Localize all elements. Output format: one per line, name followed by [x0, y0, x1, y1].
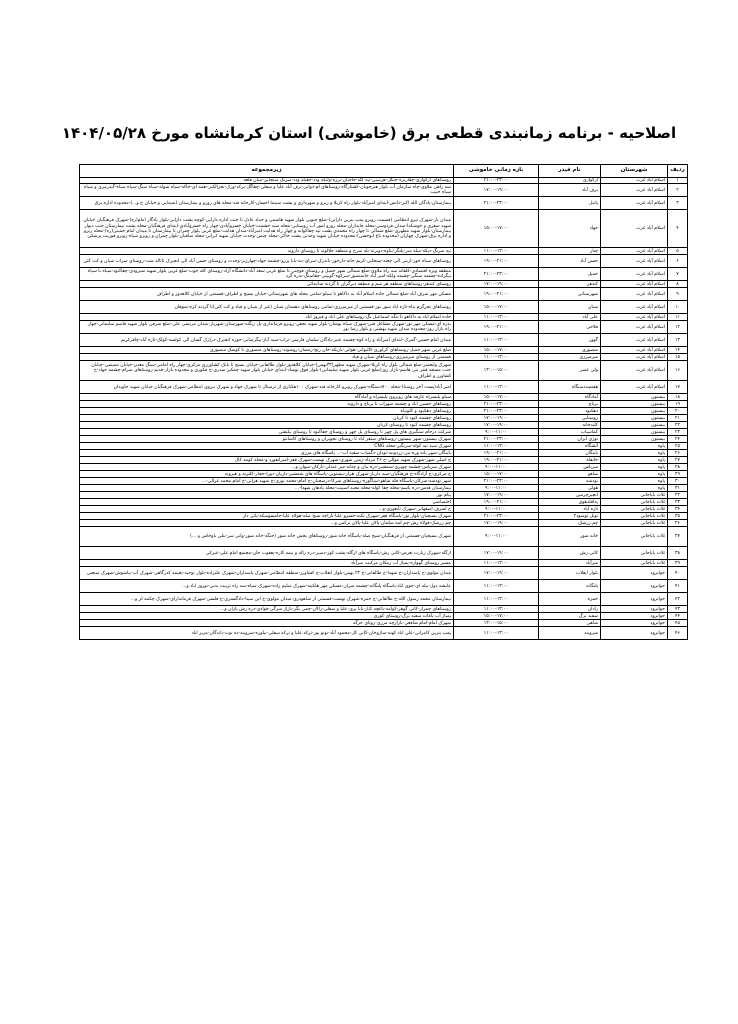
city-cell: بیستون: [601, 429, 668, 436]
coverage-area-cell: پمپاژ آب باغات سفید برگ-روستای کوری: [80, 613, 454, 620]
row-number-cell: ۱۱: [668, 314, 688, 321]
table-body: [80, 178, 688, 640]
row-number-cell: ۱۴: [668, 347, 688, 354]
feeder-cell: هولی: [539, 485, 601, 492]
row-number-cell: ۳۱: [668, 485, 688, 492]
table-row: [80, 288, 688, 301]
table-row: [80, 450, 688, 457]
row-number-cell: ۲۸: [668, 464, 688, 471]
row-number-cell: ۳۸: [668, 547, 688, 560]
feeder-cell: پلنگانه: [539, 580, 601, 593]
time-range-cell: ۲۱:۰۰-۲۳:۰۰: [454, 478, 539, 485]
row-number-cell: ۶: [668, 255, 688, 268]
time-range-cell: ۱۱:۰۰-۱۳:۰۰: [454, 334, 539, 347]
coverage-area-cell: امیر آباد(پست آخر روستا)-محله ۷۰۰دستگاه-شهرک روبرو کارخانه قند-شهرک ۱۰۰هکتاری از ترمینال تا شهرک جهاد و شهرک نیروی انتظامی-شهرک فرهنگیان خیابان شهید جاویدان: [80, 381, 454, 394]
table-row: [80, 301, 688, 314]
feeder-cell: نوژی ایران: [539, 436, 601, 443]
table-row: [80, 429, 688, 436]
feeder-cell: کندهر: [539, 281, 601, 288]
table-row: [80, 184, 688, 197]
feeder-cell: سفید برگ: [539, 613, 601, 620]
table-row: [80, 464, 688, 471]
coverage-area-cell: سه راهی ملاوی-چاه سازمان آب بلوار هنرجویان-کشتارگاه-روستاهای ام-دوانی-برف آباد علیا و سفلی-چقاگل-پرکه-ورک-تجرالکیر-نعمه ای-خاکه-سیاه شوله-سیاه سنگ-سیاه سیاه-گیدرمری و سیاه سیاه حبیب: [80, 184, 454, 197]
table-row: [80, 436, 688, 443]
feeder-cell: رادان: [539, 606, 601, 613]
row-number-cell: ۳: [668, 197, 688, 210]
city-cell: جوانرود: [601, 606, 668, 613]
table-row: [80, 248, 688, 255]
city-cell: اسلام آباد غرب: [601, 268, 668, 281]
feeder-cell: آمادگاه: [539, 394, 601, 401]
time-range-cell: ۱۹:۰۰-۲۱:۰۰: [454, 457, 539, 464]
feeder-cell: تونل نوسود۲: [539, 513, 601, 520]
table-row: [80, 471, 688, 478]
table-row: [80, 593, 688, 606]
row-number-cell: ۳۶: [668, 520, 688, 527]
city-cell: اسلام آباد غرب: [601, 248, 668, 255]
feeder-cell: علی آباد: [539, 314, 601, 321]
table-row: [80, 457, 688, 464]
time-range-cell: ۱۱:۰۰-۱۳:۰۰: [454, 627, 539, 640]
row-number-cell: ۱۰: [668, 301, 688, 314]
feeder-cell: انجیرچرمین: [539, 492, 601, 499]
table-row: [80, 347, 688, 354]
city-cell: اسلام آباد غرب: [601, 281, 668, 288]
city-cell: ثلاث باباجانی: [601, 513, 668, 520]
row-number-cell: ۱۷: [668, 381, 688, 394]
feeder-cell: منصوری: [539, 347, 601, 354]
city-cell: بیستون: [601, 415, 668, 422]
time-range-cell: ۱۵:۰۰-۱۷:۰۰: [454, 613, 539, 620]
row-number-cell: ۴۶: [668, 627, 688, 640]
feeder-cell: ارکوازی: [539, 178, 601, 184]
time-range-cell: ۹:۰۰-۱۱:۰۰: [454, 429, 539, 436]
city-cell: بیستون: [601, 436, 668, 443]
row-number-cell: ۴۰: [668, 567, 688, 580]
row-number-cell: ۴۴: [668, 613, 688, 620]
time-range-cell: ۲۱:۰۰-۲۳:۰۰: [454, 268, 539, 281]
table-row: [80, 361, 688, 381]
feeder-cell: پاتیل: [539, 197, 601, 210]
city-cell: ثلاث باباجانی: [601, 527, 668, 547]
coverage-area-cell: میدان بار-شهرک نیرو انتظامی (قسمت روبرو پمپ بنزین دارایی)-ضلع جنوبی بلوار شهید هاشمی و حداد عادل تا جنب اداره دارایی-کوچه پشت دارایی-بلوار یادگار امام(ره)-شهرک فرهنگیان خیابان شهید صفری و خوشکدا-میدان فردوسی-محله چایداران-محله رورو امور آب روستایی-محله سید حشمت-خیابان خسروآبادی-چهار راه خسروآبادی-ابتدای فرهنگیان-محله پشت بیمارستان جنب دیوار بیمارستان-بلوار شهید مطهری-ضلع شمالی تا چهار راه محمدی پشت تپه چقاکوانه و چهار راه هدایت امیرآباد-میدان هدایت-ضلع غربی بلوار چمران تا بیمارستان تا میدان امام خمینی(ره)-محله زیرو و اداره برق-شهرک چهاران (محدوده باغ ابوحسن)-محدوده خیابان شهید وحدتی پشت خاکی-محله چیمن-وحدت خیابان شهید ایرانی-محله صافیان-بلوار چمران و روبرو سپاه-روبرو فوریت پزشکی: [80, 210, 454, 248]
feeder-cell: خانقاه: [539, 457, 601, 464]
row-number-cell: ۳۹: [668, 560, 688, 567]
time-range-cell: ۱۹:۰۰-۲۱:۰۰: [454, 499, 539, 506]
time-range-cell: ۲۱:۰۰-۲۳:۰۰: [454, 436, 539, 443]
coverage-area-cell: جاده اسلام اباد به داکاهو تا تنگه اسماعیل بگ-روستاهای علی اباد و فیروز اباد: [80, 314, 454, 321]
table-row: [80, 513, 688, 520]
feeder-cell: میرآباد: [539, 560, 601, 567]
time-range-cell: ۱۷:۰۰-۱۹:۰۰: [454, 281, 539, 288]
coverage-area-cell: اختصاصی: [80, 499, 454, 506]
coverage-area-cell: روستاهای دهکبود و کلونیاه: [80, 408, 454, 415]
city-cell: ثلاث باباجانی: [601, 506, 668, 513]
row-number-cell: ۱۶: [668, 361, 688, 381]
schedule-table: [79, 164, 688, 640]
feeder-cell: میرمیرزی: [539, 354, 601, 361]
coverage-area-cell: سیلو پلیسراه عارفه های روبروی پلیسراه و آمادگاه: [80, 394, 454, 401]
time-range-cell: ۹:۰۰-۱۱:۰۰: [454, 464, 539, 471]
city-cell: جوانرود: [601, 567, 668, 580]
table-row: [80, 492, 688, 499]
city-cell: جوانرود: [601, 627, 668, 640]
city-cell: ثلاث باباجانی: [601, 520, 668, 527]
time-range-cell: ۲۱:۰۰-۲۳:۰۰: [454, 401, 539, 408]
row-number-cell: ۳۲: [668, 492, 688, 499]
coverage-area-cell: عایشه دول-بیله ای-جوی اباد-باسگاه پلنگانه-چشمه میران-مسکن مهر هلکینه-شهرک سلیم زاده-شهرک سیاه-سه راه تربیت بدنی-نوروز اباد و...: [80, 580, 454, 593]
coverage-area-cell: بیمارستان محمد رسول الله-خ طالقانی-خ حمزه-شهرک نهضت-قسمتی از شاهودری-میدان مولوی-خ ابن سینا-دادگستری-خ فلسی-شهرک فرماندارای-شهرک چکمه لر و...: [80, 593, 454, 606]
table-row: [80, 560, 688, 567]
feeder-cell: سریاس: [539, 464, 601, 471]
time-range-cell: ۲۱:۰۰-۲۳:۰۰: [454, 197, 539, 210]
row-number-cell: ۳۰: [668, 478, 688, 485]
col-header-coverage-area: زیرمجموعه: [80, 165, 454, 178]
coverage-area-cell: چم زرشک-قولاه رش-چم لمه سلمان-پالان علیا-پالان ترکس و...: [80, 520, 454, 527]
coverage-area-cell: منطقه ویژه اقتصادی-کلفانه سه راه ملاوی-ضلع شمالی شهر حمیل و روستای قوچنی تا ضلع غربی سعد آباد-دانشگاه آزاد-روستای کله جوب-ضلع غربی بلوار شهید شیرودی-چقاکبود-سیاه با سیاه بیگزاده-چشمه سنگی-چشمه ولکه-امیر آباد خانمنصور-سرکوه-گوبینی-چقاسنگ-بدره گرد: [80, 268, 454, 281]
feeder-cell: شهرستانی: [539, 288, 601, 301]
time-range-cell: ۱۷:۰۰-۱۹:۰۰: [454, 184, 539, 197]
time-range-cell: ۱۱:۰۰-۱۳:۰۰: [454, 560, 539, 567]
feeder-cell: شروینه: [539, 627, 601, 640]
row-number-cell: ۲۰: [668, 408, 688, 415]
feeder-cell: کلیدخانه: [539, 422, 601, 429]
col-header-feeder: نام فیدر: [539, 165, 601, 178]
table-row: [80, 255, 688, 268]
table-row: [80, 281, 688, 288]
feeder-cell: کماسیاب: [539, 429, 601, 436]
table-row: [80, 606, 688, 613]
coverage-area-cell: شهرک سید تپه کوله-سرنگیر-محله CNG: [80, 443, 454, 450]
table-row: [80, 613, 688, 620]
row-number-cell: ۵: [668, 248, 688, 255]
time-range-cell: ۱۱:۰۰-۱۳:۰۰: [454, 443, 539, 450]
row-number-cell: ۹: [668, 288, 688, 301]
row-number-cell: ۳۵: [668, 513, 688, 520]
city-cell: ثلاث باباجانی: [601, 560, 668, 567]
time-range-cell: ۱۹:۰۰-۲۱:۰۰: [454, 288, 539, 301]
feeder-cell: حمزه: [539, 593, 601, 606]
table-row: [80, 401, 688, 408]
coverage-area-cell: میدان امام حسین-گمرک-ابتدای امیرآباد و راه کوه-چشمه عنبر-پادگان سلمان فارسی-تراب-سید آباز-بیگرشانی-حوزه انجیرک-دراژک گسان الی کولسه-کولک-تازه آباد-چاقرکریم: [80, 334, 454, 347]
city-cell: اسلام آباد غرب: [601, 334, 668, 347]
row-number-cell: ۷: [668, 268, 688, 281]
coverage-area-cell: شهرک بسیجیان-بلوار نور-پاسگاه قفر-شهرک تکیه-خسرو علیا-بازاچه شیخ صله-هولاه علیا-جامسوسکه-پاتی دار: [80, 513, 454, 520]
city-cell: پاوه: [601, 450, 668, 457]
time-range-cell: ۹:۰۰-۱۱:۰۰: [454, 506, 539, 513]
table-row: [80, 210, 688, 248]
coverage-area-cell: بیمارستان قدس-دره باسم-محله چقا کوله-محله مجید اسپیت-محله بادهان شهدا-...: [80, 485, 454, 492]
feeder-cell: ولی عصر: [539, 361, 601, 381]
feeder-cell: بلوار انقلاب: [539, 567, 601, 580]
table-row: [80, 443, 688, 450]
row-number-cell: ۴۵: [668, 620, 688, 627]
city-cell: بیستون: [601, 401, 668, 408]
time-range-cell: ۱۱:۰۰-۱۳:۰۰: [454, 248, 539, 255]
feeder-cell: شیان: [539, 301, 601, 314]
table-row: [80, 408, 688, 415]
city-cell: اسلام آباد غرب: [601, 178, 668, 184]
feeder-cell: برف آباد: [539, 184, 601, 197]
coverage-area-cell: روستاهای چشمه کبود تا روستای کربان: [80, 422, 454, 429]
city-cell: اسلام آباد غرب: [601, 184, 668, 197]
feeder-cell: جهاد: [539, 210, 601, 248]
feeder-cell: باینگان: [539, 450, 601, 457]
city-cell: اسلام آباد غرب: [601, 301, 668, 314]
city-cell: پاوه: [601, 478, 668, 485]
coverage-area-cell: روستاهای چمزار-کانی گوهر-کوامه-باغچه کتار-بابا بری-علیا و سفلی-زالان-چمی بگر-باراز میرگی-قوادی-دره رش بازان و...: [80, 606, 454, 613]
city-cell: پاوه: [601, 471, 668, 478]
row-number-cell: ۱۹: [668, 401, 688, 408]
city-cell: اسلام آباد غرب: [601, 381, 668, 394]
table-row: [80, 506, 688, 513]
feeder-cell: حمیل: [539, 268, 601, 281]
table-row: [80, 354, 688, 361]
coverage-area-cell: ازگله-شهرک زیارت تعرض-کانی رش-پاسگاه های ازگله-پشت کوز-دسیر-دره زاله و نیمه کاره-یعقوب جان-مجتمع امام علی-عیرکی: [80, 547, 454, 560]
coverage-area-cell: خ مرکزی-خ آزادگاه-خ فرهنگیان-سید دارباز-شهرک هزار-بیستویی-پاسگاه های شمشیر-داریان-دورا-حجار-کلترنه و هیرونه: [80, 471, 454, 478]
feeder-cell: فلاحی: [539, 321, 601, 334]
row-number-cell: ۱۸: [668, 394, 688, 401]
coverage-area-cell: روستاهای ارکوازی-چقاربره-جنگل-هرسین-تپه کله-حاجیان-برزه-ولیکه ودد-جقیله ودد-سرنگ ستجابی-میان قلعه: [80, 178, 454, 184]
row-number-cell: ۲۵: [668, 443, 688, 450]
table-row: [80, 527, 688, 547]
table-row: [80, 547, 688, 560]
city-cell: بیستون: [601, 422, 668, 429]
feeder-cell: شاهی: [539, 620, 601, 627]
time-range-cell: ۱۷:۰۰-۱۹:۰۰: [454, 422, 539, 429]
city-cell: جوانرود: [601, 580, 668, 593]
feeder-cell: آتشگاه: [539, 443, 601, 450]
coverage-area-cell: تپه سرنگ-دیکه-میله سر-پلنگر-بناوه-دوبرنه-بله سرخ و منطقه جلالوند تا روستای داروند: [80, 248, 454, 255]
row-number-cell: ۴۲: [668, 593, 688, 606]
coverage-area-cell: خ اشرف اصفهانی-شهرک تابعوزی-و...: [80, 506, 454, 513]
row-number-cell: ۲۱: [668, 415, 688, 422]
city-cell: بیستون: [601, 394, 668, 401]
coverage-area-cell: روستاهای حسین اباد و چشمه سهراب تا برناج و دارونه: [80, 401, 454, 408]
city-cell: اسلام آباد غرب: [601, 361, 668, 381]
city-cell: جوانرود: [601, 593, 668, 606]
feeder-cell: دهکبود: [539, 408, 601, 415]
city-cell: بیستون: [601, 408, 668, 415]
coverage-area-cell: شهرک بیستون-شهر بیستون-روستاهای سنقر اباد تا روستای نجوبران و روستاهای کاشانتو: [80, 436, 454, 443]
coverage-area-cell: روستاهای سیاه خور-اربنی الی چغته-ستجابی-کریم خانه-دارخور-باندرک-سرای-بنه-بابا پرزو-چشمه جهاد-چهارزبر-وحدت و روستای حسن آباد الی انجیرک تاثالد شت-روستای سراب شیان و کت کئی: [80, 255, 454, 268]
feeder-cell: کانی رش: [539, 547, 601, 560]
feeder-cell: چناز: [539, 248, 601, 255]
city-cell: اسلام آباد غرب: [601, 210, 668, 248]
city-cell: جوانرود: [601, 620, 668, 627]
city-cell: اسلام آباد غرب: [601, 288, 668, 301]
city-cell: ثلاث باباجانی: [601, 547, 668, 560]
feeder-cell: برناج: [539, 401, 601, 408]
coverage-area-cell: بدره ای-مسکن مهر نور-شهرک مشاغل فنی-شهرک سیاه پوشان-بلوار شهید نجفی-روبرو فرمانداری-پل زنگنه-شهرستان-شهریار-میدان مرتضی علی-ضلع شرقی بلوار شهید قاسم سلیمانی-چهار راه بازار روز-محدوده میدان شهید بهشتی و بلوار رضا نور: [80, 321, 454, 334]
time-range-cell: ۱۹:۰۰-۲۱:۰۰: [454, 321, 539, 334]
col-header-city: شهرستان: [601, 165, 668, 178]
row-number-cell: ۲: [668, 184, 688, 197]
time-range-cell: ۱۵:۰۰-۱۷:۰۰: [454, 347, 539, 354]
table-row: [80, 394, 688, 401]
time-range-cell: ۱۱:۰۰-۱۳:۰۰: [454, 381, 539, 394]
city-cell: ثلاث باباجانی: [601, 492, 668, 499]
time-range-cell: ۹:۰۰-۱۱:۰۰: [454, 527, 539, 547]
coverage-area-cell: شرکت درحام سنگبری های پل چهر تا روستای پل چهر و روستای چقاکبود تا روستای بکیفتی: [80, 429, 454, 436]
feeder-cell: گوور: [539, 334, 601, 347]
coverage-area-cell: قسمتی از روستای میرمیرزی-روستاهای شیان و قباد: [80, 354, 454, 361]
time-range-cell: ۲۱:۰۰-۲۳:۰۰: [454, 408, 539, 415]
row-number-cell: ۲۲: [668, 422, 688, 429]
table-row: [80, 415, 688, 422]
coverage-area-cell: روستاهای چشمه کبود تا کربان: [80, 415, 454, 422]
row-number-cell: ۴۱: [668, 580, 688, 593]
row-number-cell: ۱: [668, 178, 688, 184]
time-range-cell: ۱۱:۰۰-۱۳:۰۰: [454, 593, 539, 606]
city-cell: اسلام آباد غرب: [601, 197, 668, 210]
table-row: [80, 485, 688, 492]
row-number-cell: ۴: [668, 210, 688, 248]
city-cell: اسلام آباد غرب: [601, 255, 668, 268]
time-range-cell: ۱۹:۰۰-۲۱:۰۰: [454, 450, 539, 457]
feeder-cell: نودشه: [539, 478, 601, 485]
time-range-cell: ۱۵:۰۰-۱۷:۰۰: [454, 471, 539, 478]
table-row: [80, 580, 688, 593]
time-range-cell: ۹:۰۰-۱۱:۰۰: [454, 485, 539, 492]
coverage-area-cell: مسیر روستای گهواره-پمپاژ آب زمکان مرکبت میرآباد: [80, 560, 454, 567]
time-range-cell: ۱۱:۰۰-۱۳:۰۰: [454, 606, 539, 613]
row-number-cell: ۲۳: [668, 429, 688, 436]
table-row: [80, 520, 688, 527]
col-header-time-range: بازه زمانی خاموشی: [454, 165, 539, 178]
row-number-cell: ۳۳: [668, 499, 688, 506]
feeder-cell: شاهو: [539, 471, 601, 478]
time-range-cell: ۲۱:۰۰-۲۳:۰۰: [454, 513, 539, 520]
page-title: اصلاحیه - برنامه زمانبندی قطعی برق (خاموشی) استان کرمانشاه مورخ ۱۴۰۴/۰۵/۲۸: [61, 124, 677, 142]
city-cell: ثلاث باباجانی: [601, 499, 668, 506]
city-cell: پاوه: [601, 464, 668, 471]
coverage-area-cell: میدان مولوی-خ پاسداران-خ شهدا-خ طالقانی-خ ۲۲ بهمن-بلوار انقلاب-خ کشاورز-منطقه انتظامی-شهرک پاسداران-شهرک علیزاده-بلوار توحید-نخیمه کدرگاهی-شهرک آب-بیاشوش-شهرک صنعتی: [80, 567, 454, 580]
feeder-cell: خانه شور: [539, 527, 601, 547]
time-range-cell: ۱۹:۰۰-۲۱:۰۰: [454, 255, 539, 268]
city-cell: اسلام آباد غرب: [601, 354, 668, 361]
table-row: [80, 478, 688, 485]
city-cell: جوانرود: [601, 613, 668, 620]
feeder-cell: پداقلدهوی: [539, 499, 601, 506]
city-cell: پاوه: [601, 457, 668, 464]
feeder-cell: هفتصددستگاه: [539, 381, 601, 394]
coverage-area-cell: شهر نودشه-شرکان-پاسگاه قله شاهو-سیاگوره-روستاهای شرکا-درصحیان-خ امام-محمد نوری-خ شهید هراتی-خ امام محمد غزالی-...: [80, 478, 454, 485]
coverage-area-cell: بیمارستان-پادگان الله اکبر-دانش-ابتدای امیرآباد-بلوار راه کربلا و زیرو و شهرداری و پشت سینما احسان-کارخانه قند-محله های رورو و بیمارستان (شیدایی و خیابان خ و...)-محدوده اداره برق: [80, 197, 454, 210]
city-cell: پاوه: [601, 443, 668, 450]
time-range-cell: ۲۱:۰۰-۲۳:۰۰: [454, 178, 539, 184]
table-row: [80, 197, 688, 210]
time-range-cell: ۱۵:۰۰-۱۷:۰۰: [454, 210, 539, 248]
coverage-area-cell: پیام نور: [80, 492, 454, 499]
table-row: [80, 620, 688, 627]
table-row: [80, 334, 688, 347]
coverage-area-cell: شهرک ولیعصر-ضلع شمالی بلوار راه کربلا-شهرک شهید مطهر(۳۳بهمن)-خیابان کلاهدوز-بلوار طالقانی-خیابان بسیج تا بانک کشاورزی مرکزی-چهار راه امامی-سنگ معدن-خیابان ممیضی-خیابان جنب مسجد قمر بنی هاشم-بازار روز(ضلع غربی بلوار شهید سلیمانی)-بلوار فوق نوشاد-ابتدای خیابان بلوار شهید چمکیز صدری-خ فکوری و محدوده بازار-قدیم-روستاهای شرام-چشمه جهاد-خ کشاورز و اطراف: [80, 361, 454, 381]
row-number-cell: ۲۹: [668, 471, 688, 478]
table-row: [80, 499, 688, 506]
row-number-cell: ۲۷: [668, 457, 688, 464]
table-header-row: [80, 165, 688, 178]
row-number-cell: ۳۷: [668, 527, 688, 547]
time-range-cell: ۱۱:۰۰-۱۳:۰۰: [454, 354, 539, 361]
col-header-row-number: ردیف: [668, 165, 688, 178]
feeder-cell: تازه آباد: [539, 506, 601, 513]
coverage-area-cell: باینگان-شهر بانه وره-بنن-زردونیه-نودان-دگمیاب-سفید آب-... پاسگاه های مرزی: [80, 450, 454, 457]
row-number-cell: ۱۵: [668, 354, 688, 361]
coverage-area-cell: خ اصلی شهر-شهرک شهید موالی-خ ۲۶ مرداد-زمین شهری-شهرک نهضت-شهرک قفر-امیرانفورد و-محله کومه کال: [80, 457, 454, 464]
coverage-area-cell: ضلع غربی شهر حمیل-روستاهای کرلوری-کالیوانی-هوانی-باریکه-خان رنج-رمضان-روشوند-روستاهای منصوری تا کوشک منصوری: [80, 347, 454, 354]
time-range-cell: ۱۷:۰۰-۱۹:۰۰: [454, 547, 539, 560]
row-number-cell: ۲۶: [668, 450, 688, 457]
row-number-cell: ۱۳: [668, 334, 688, 347]
time-range-cell: ۱۱:۰۰-۱۳:۰۰: [454, 580, 539, 593]
time-range-cell: ۱۷:۰۰-۱۹:۰۰: [454, 492, 539, 499]
coverage-area-cell: شهرک سریاس-چشمه چوپری-شمشیر-دره بیان و چنانه-میر عبدلی-نارکان-میوان و...: [80, 464, 454, 471]
table-row: [80, 627, 688, 640]
row-number-cell: ۳۴: [668, 506, 688, 513]
table-row: [80, 314, 688, 321]
time-range-cell: ۱۷:۰۰-۱۹:۰۰: [454, 567, 539, 580]
city-cell: پاوه: [601, 485, 668, 492]
time-range-cell: ۱۷:۰۰-۱۹:۰۰: [454, 415, 539, 422]
table-row: [80, 268, 688, 281]
time-range-cell: ۱۱:۰۰-۱۳:۰۰: [454, 314, 539, 321]
time-range-cell: ۱۳:۰۰-۱۵:۰۰: [454, 361, 539, 381]
city-cell: اسلام آباد غرب: [601, 347, 668, 354]
row-number-cell: ۲۴: [668, 436, 688, 443]
coverage-area-cell: روستای کندهر-روستاهای منطقه هر سم و منطقه دیرگران تا گردنه شانبدائی: [80, 281, 454, 288]
coverage-area-cell: روستاهای تجرگرم بناه-تازه اباد سور بور-قسمتی از میرمیرزی-تمامی روستاهای دهستان شیان (غیر از شیان و قباد و کت کئی)تا گردنه کره-شوهان: [80, 301, 454, 314]
row-number-cell: ۴۳: [668, 606, 688, 613]
coverage-area-cell: پمپ بنزین کامرانی-علی اباد کهنه-سازوخان-کانی کل-محمود آباد-نوتو بور-ترکه علیا و ترکه سفلی-بیلوره-شروینه-ده توت-باندگان-مربز اباد: [80, 627, 454, 640]
feeder-cell: روستایی: [539, 415, 601, 422]
table-row: [80, 321, 688, 334]
coverage-area-cell: مسکن مهر شرف آباد-ضلع شمالی جاده اسلام آباد به داکاهو تا سیلو-تمامی محله های شهرستانی-خیابان بسیج و اطراف-قسمتی از خیابان کلاهدوز و اطراف: [80, 288, 454, 301]
table-row: [80, 567, 688, 580]
coverage-area-cell: شهرک بسیجیان-قسمتی از فرهنگیان-شیخ صله-پاسگاه خانه شور-روستاهای بخش خانه شور (جنگه-خانه شور-وانی سر-بنلی باوخاس و ...): [80, 527, 454, 547]
time-range-cell: ۱۵:۰۰-۱۷:۰۰: [454, 301, 539, 314]
city-cell: اسلام آباد غرب: [601, 321, 668, 334]
table-row: [80, 381, 688, 394]
row-number-cell: ۸: [668, 281, 688, 288]
coverage-area-cell: شهرک امام-امام شافعی-بازارچه مرزی-روتای خرگه: [80, 620, 454, 627]
time-range-cell: ۱۵:۰۰-۱۷:۰۰: [454, 394, 539, 401]
time-range-cell: ۱۳:۰۰-۱۵:۰۰: [454, 620, 539, 627]
table-row: [80, 422, 688, 429]
row-number-cell: ۱۲: [668, 321, 688, 334]
time-range-cell: ۱۷:۰۰-۱۹:۰۰: [454, 520, 539, 527]
feeder-cell: چم زرشک: [539, 520, 601, 527]
city-cell: اسلام آباد غرب: [601, 314, 668, 321]
feeder-cell: حسن آباد: [539, 255, 601, 268]
